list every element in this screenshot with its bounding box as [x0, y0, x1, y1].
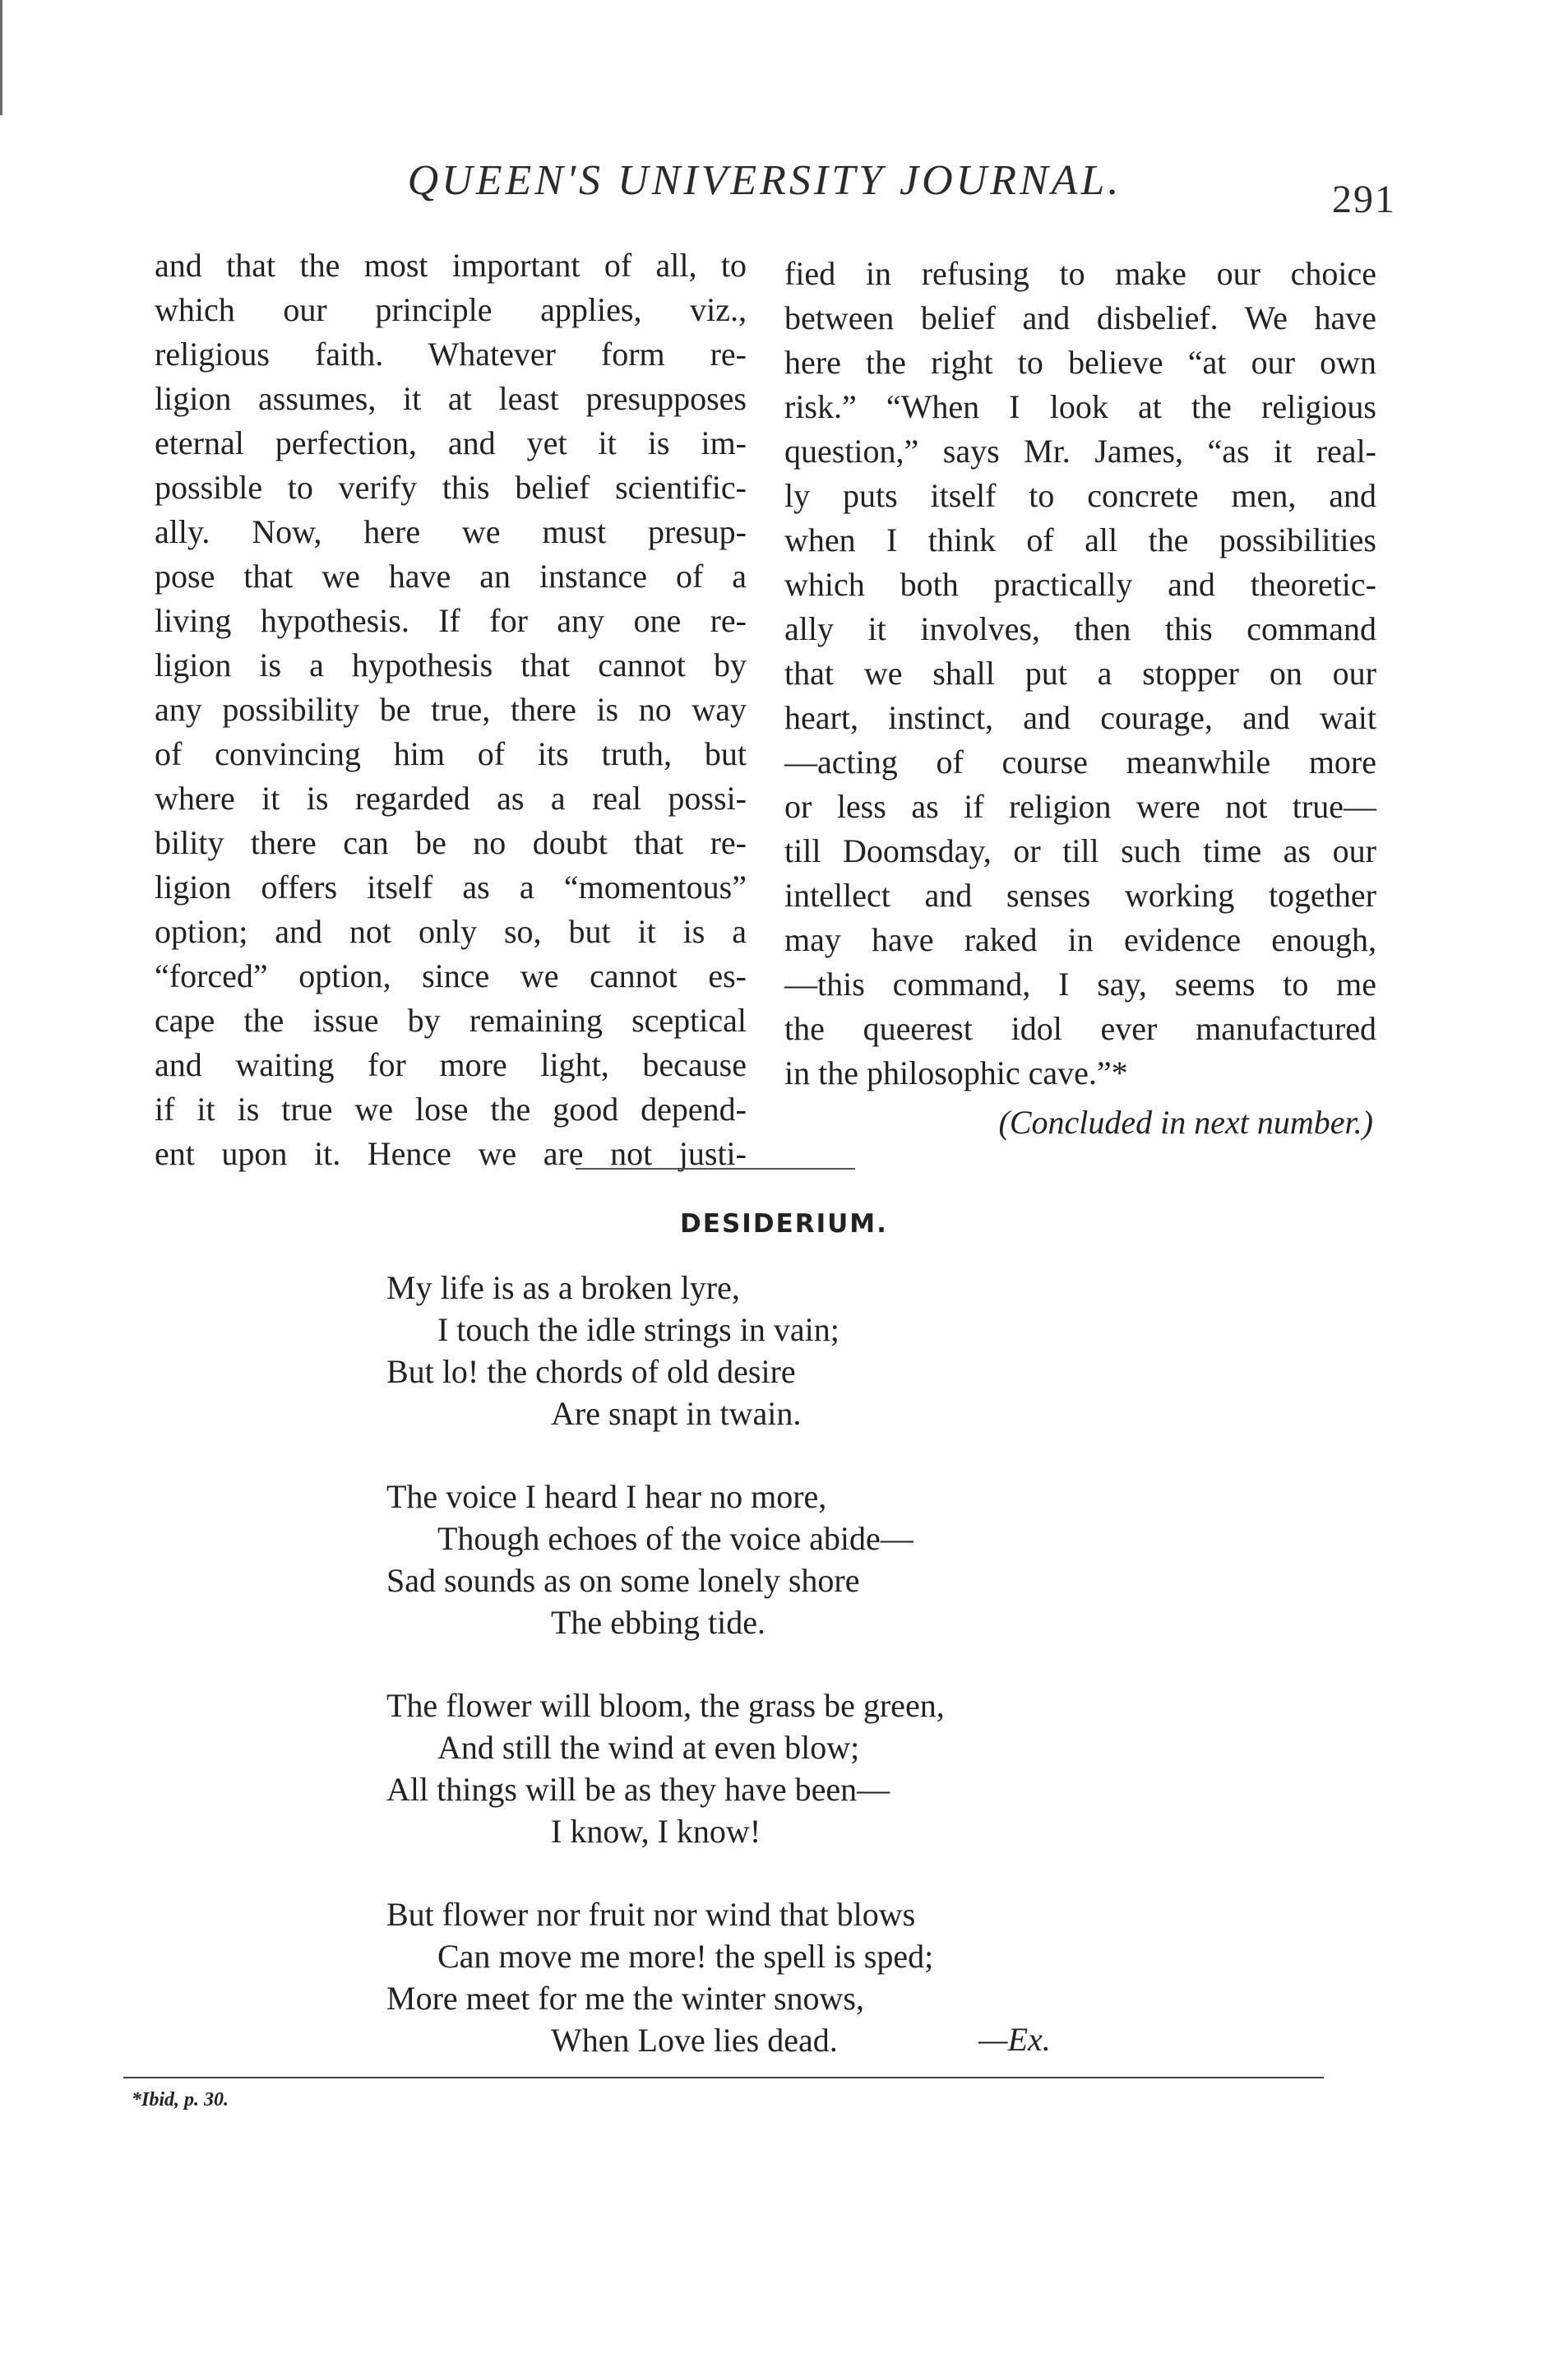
- text-line: that we shall put a stopper on our: [784, 655, 1376, 692]
- text-line: —this command, I say, seems to me: [784, 966, 1376, 1003]
- text-line: living hypothesis. If for any one re-: [155, 602, 747, 639]
- poem-title: DESIDERIUM.: [680, 1209, 888, 1239]
- poem-line: But lo! the chords of old desire: [386, 1353, 796, 1390]
- poem-line: Can move me more! the spell is sped;: [437, 1938, 934, 1975]
- poem-stanza: [386, 1267, 1126, 1434]
- text-line: possible to verify this belief scientific-: [155, 469, 747, 506]
- poem-stanza: [386, 1476, 1126, 1643]
- text-line: here the right to believe “at our own: [784, 344, 1376, 381]
- poem-line: But flower nor fruit nor wind that blows: [386, 1896, 916, 1933]
- text-line: and waiting for more light, because: [155, 1046, 747, 1083]
- text-line: cape the issue by remaining sceptical: [155, 1002, 747, 1039]
- footnote-rule: [123, 2077, 1324, 2078]
- text-line: ligion assumes, it at least presupposes: [155, 380, 747, 417]
- poem-line: The flower will bloom, the grass be green,: [386, 1687, 945, 1724]
- text-line: ally. Now, here we must presup-: [155, 513, 747, 550]
- text-line: ly puts itself to concrete men, and: [784, 477, 1376, 514]
- poem-line: The ebbing tide.: [551, 1604, 766, 1641]
- text-line: ally it involves, then this command: [784, 610, 1376, 647]
- text-line: where it is regarded as a real possi-: [155, 780, 747, 817]
- poem-line: My life is as a broken lyre,: [386, 1269, 740, 1306]
- left-column: [155, 243, 747, 1176]
- text-line: any possibility be true, there is no way: [155, 691, 747, 728]
- poem-line: Sad sounds as on some lonely shore: [386, 1562, 860, 1599]
- poem-line: More meet for me the winter snows,: [386, 1980, 864, 2017]
- text-line: may have raked in evidence enough,: [784, 921, 1376, 958]
- section-divider: [576, 1168, 855, 1170]
- text-line: and that the most important of all, to: [155, 247, 747, 284]
- poem-stanza: [386, 1684, 1126, 1852]
- text-line: risk.” “When I look at the religious: [784, 388, 1376, 425]
- text-line: pose that we have an instance of a: [155, 558, 747, 595]
- text-line: “forced” option, since we cannot es-: [155, 957, 747, 994]
- text-line: question,” says Mr. James, “as it real-: [784, 433, 1376, 470]
- text-line: or less as if religion were not true—: [784, 788, 1376, 825]
- text-line: —acting of course meanwhile more: [784, 744, 1376, 781]
- poem-line: And still the wind at even blow;: [437, 1729, 860, 1766]
- binding-edge-mark: [0, 0, 12, 115]
- poem-attribution: —Ex.: [978, 2021, 1051, 2058]
- footnote: *Ibid, p. 30.: [132, 2089, 229, 2110]
- text-line: fied in refusing to make our choice: [784, 255, 1376, 292]
- text-line: if it is true we lose the good depend-: [155, 1091, 747, 1128]
- running-head: QUEEN'S UNIVERSITY JOURNAL.: [407, 157, 1122, 204]
- text-line: of convincing him of its truth, but: [155, 735, 747, 772]
- text-line: ligion offers itself as a “momentous”: [155, 869, 747, 906]
- text-line: which both practically and theoretic-: [784, 566, 1376, 603]
- text-line: ligion is a hypothesis that cannot by: [155, 646, 747, 683]
- text-line: bility there can be no doubt that re-: [155, 824, 747, 861]
- text-line: option; and not only so, but it is a: [155, 913, 747, 950]
- text-line: ent upon it. Hence we are not justi-: [155, 1135, 747, 1172]
- text-line: when I think of all the possibilities: [784, 521, 1376, 558]
- page-number: 291: [1332, 178, 1396, 221]
- poem-line: The voice I heard I hear no more,: [386, 1478, 827, 1515]
- text-line: heart, instinct, and courage, and wait: [784, 699, 1376, 736]
- right-column: [784, 252, 1376, 1145]
- poem-line: Are snapt in twain.: [551, 1395, 802, 1432]
- poem-line: All things will be as they have been—: [386, 1771, 890, 1808]
- poem-line: Though echoes of the voice abide—: [437, 1520, 914, 1557]
- poem-line: I touch the idle strings in vain;: [437, 1311, 840, 1348]
- text-line: in the philosophic cave.”*: [784, 1054, 1128, 1091]
- text-line: religious faith. Whatever form re-: [155, 336, 747, 373]
- text-line: till Doomsday, or till such time as our: [784, 832, 1376, 869]
- text-line: the queerest idol ever manufactured: [784, 1010, 1376, 1047]
- concluded-note: (Concluded in next number.): [998, 1104, 1373, 1141]
- text-line: which our principle applies, viz.,: [155, 291, 747, 328]
- text-line: eternal perfection, and yet it is im-: [155, 424, 747, 461]
- poem-line: When Love lies dead.: [551, 2022, 838, 2059]
- text-line: intellect and senses working together: [784, 877, 1376, 914]
- poem-body: [386, 1267, 1126, 2102]
- poem-line: I know, I know!: [551, 1813, 761, 1850]
- text-line: between belief and disbelief. We have: [784, 299, 1376, 336]
